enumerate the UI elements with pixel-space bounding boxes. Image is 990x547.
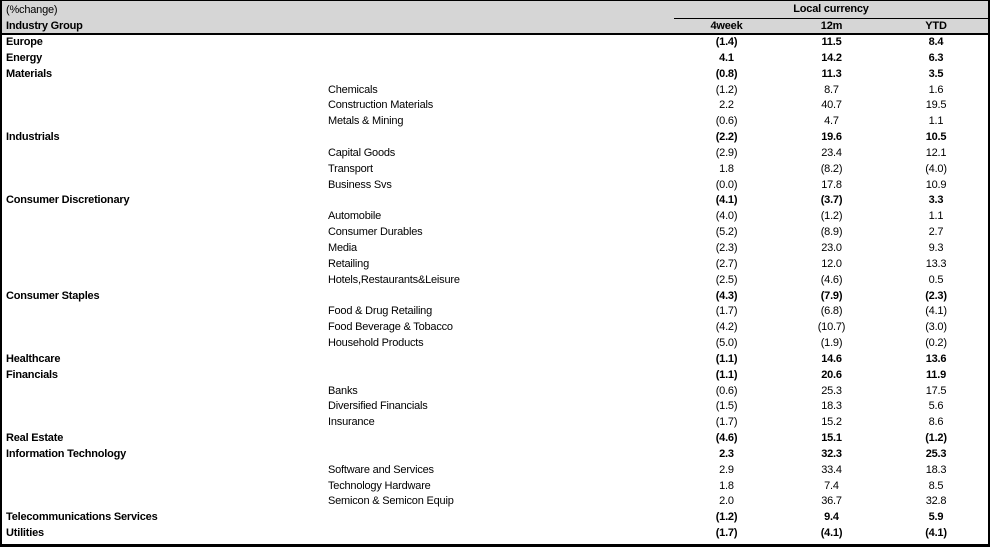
sub-industry-label bbox=[325, 67, 674, 83]
value-4week: (0.6) bbox=[715, 115, 738, 128]
industry-group-label: Telecommunications Services bbox=[6, 511, 158, 524]
value-12m: (10.7) bbox=[817, 321, 846, 334]
value-4week: (1.7) bbox=[715, 305, 738, 318]
industry-group-label bbox=[2, 178, 325, 194]
value-12m: 17.8 bbox=[821, 178, 842, 191]
value-4week: 1.8 bbox=[719, 162, 734, 175]
value-4week: (5.2) bbox=[715, 226, 738, 239]
table-row bbox=[2, 193, 988, 209]
table-row bbox=[2, 304, 988, 320]
value-12m: 11.5 bbox=[821, 36, 842, 48]
industry-group-label bbox=[2, 304, 325, 320]
industry-group-label bbox=[2, 98, 325, 114]
column-header-12m: 12m bbox=[820, 19, 843, 32]
industry-group-label bbox=[2, 241, 325, 257]
industry-group-label bbox=[2, 320, 325, 336]
value-ytd: 19.5 bbox=[925, 99, 947, 112]
table-row bbox=[2, 130, 988, 146]
table-row bbox=[2, 463, 988, 479]
sub-industry-label bbox=[325, 510, 674, 526]
value-4week: 4.1 bbox=[719, 51, 734, 64]
sub-industry-label: Food Beverage & Tobacco bbox=[328, 321, 453, 334]
value-ytd: (4.0) bbox=[925, 162, 947, 175]
sub-industry-label: Automobile bbox=[328, 210, 382, 223]
value-ytd: 0.5 bbox=[928, 273, 944, 286]
value-4week: 2.2 bbox=[719, 99, 734, 112]
value-ytd: 9.3 bbox=[928, 241, 944, 254]
value-4week: (4.0) bbox=[715, 210, 738, 223]
table-row bbox=[2, 34, 988, 51]
industry-group-label: Real Estate bbox=[6, 432, 64, 445]
value-ytd: 13.6 bbox=[925, 352, 947, 365]
value-4week: (4.6) bbox=[715, 432, 738, 445]
sub-industry-label: Banks bbox=[328, 384, 358, 397]
value-ytd: 8.5 bbox=[928, 479, 944, 492]
header-row-currency bbox=[2, 1, 988, 18]
value-ytd: 1.1 bbox=[928, 210, 944, 223]
table-row bbox=[2, 257, 988, 273]
local-currency-header: Local currency bbox=[674, 1, 988, 18]
value-12m: (4.1) bbox=[820, 527, 843, 540]
value-12m: (8.2) bbox=[820, 162, 843, 175]
industry-group-label bbox=[2, 494, 325, 510]
sub-industry-label: Household Products bbox=[328, 337, 424, 350]
percent-change-label: (%change) bbox=[6, 3, 58, 16]
value-ytd: (3.0) bbox=[925, 321, 947, 334]
value-12m: (4.6) bbox=[820, 273, 843, 286]
value-4week: (1.2) bbox=[715, 511, 738, 524]
value-12m: 15.2 bbox=[821, 416, 842, 429]
table-row bbox=[2, 289, 988, 305]
table-row bbox=[2, 273, 988, 289]
value-4week: (2.3) bbox=[715, 241, 738, 254]
table-header bbox=[2, 1, 988, 34]
sub-industry-label: Semicon & Semicon Equip bbox=[328, 495, 454, 508]
sub-industry-label bbox=[325, 34, 674, 51]
value-ytd: 18.3 bbox=[925, 463, 947, 476]
table-row bbox=[2, 225, 988, 241]
value-ytd: (4.1) bbox=[925, 305, 947, 318]
table-row bbox=[2, 368, 988, 384]
value-ytd: 10.9 bbox=[925, 178, 947, 191]
value-12m: 18.3 bbox=[821, 400, 842, 413]
sub-industry-label bbox=[325, 431, 674, 447]
sub-industry-label bbox=[325, 51, 674, 67]
industry-group-label bbox=[2, 209, 325, 225]
industry-group-label bbox=[2, 273, 325, 289]
value-ytd: 12.1 bbox=[925, 146, 947, 159]
value-12m: 4.7 bbox=[824, 115, 839, 128]
sub-industry-label: Insurance bbox=[328, 416, 375, 429]
industry-group-label bbox=[2, 146, 325, 162]
sub-industry-label: Construction Materials bbox=[328, 99, 434, 112]
value-ytd: 10.5 bbox=[925, 131, 947, 144]
value-12m: 14.6 bbox=[821, 352, 842, 365]
value-ytd: 3.5 bbox=[928, 67, 944, 80]
value-4week: (2.7) bbox=[715, 257, 738, 270]
value-4week: (4.1) bbox=[715, 194, 738, 207]
table-row bbox=[2, 320, 988, 336]
value-4week: 2.3 bbox=[719, 447, 734, 460]
sub-industry-label: Business Svs bbox=[328, 178, 392, 191]
table-row bbox=[2, 384, 988, 400]
value-4week: (1.1) bbox=[715, 368, 738, 381]
value-ytd: 1.6 bbox=[928, 83, 944, 96]
value-12m: (1.9) bbox=[820, 337, 843, 350]
industry-group-label: Healthcare bbox=[6, 352, 61, 365]
table-row bbox=[2, 510, 988, 526]
table-row bbox=[2, 162, 988, 178]
sub-industry-label: Capital Goods bbox=[328, 146, 396, 159]
table-row bbox=[2, 415, 988, 431]
value-12m: (6.8) bbox=[820, 305, 843, 318]
table-row bbox=[2, 83, 988, 99]
value-4week: (1.4) bbox=[715, 36, 738, 48]
table-row bbox=[2, 479, 988, 495]
value-4week: (1.1) bbox=[715, 352, 738, 365]
table-row bbox=[2, 67, 988, 83]
value-ytd: (2.3) bbox=[925, 289, 947, 302]
table-row bbox=[2, 526, 988, 542]
value-ytd: (4.1) bbox=[925, 527, 947, 540]
value-12m: 36.7 bbox=[821, 495, 842, 508]
value-12m: 9.4 bbox=[824, 511, 839, 524]
table-row bbox=[2, 146, 988, 162]
value-4week: (0.8) bbox=[715, 67, 738, 80]
sub-industry-label bbox=[325, 526, 674, 542]
value-ytd: 5.9 bbox=[928, 511, 944, 524]
value-4week: (5.0) bbox=[715, 337, 738, 350]
industry-group-label bbox=[2, 83, 325, 99]
table-row bbox=[2, 98, 988, 114]
table-row bbox=[2, 352, 988, 368]
industry-group-label bbox=[2, 479, 325, 495]
sub-industry-label bbox=[325, 352, 674, 368]
table-row bbox=[2, 178, 988, 194]
value-4week: (1.5) bbox=[715, 400, 738, 413]
value-12m: 14.2 bbox=[821, 51, 842, 64]
value-4week: (4.3) bbox=[715, 289, 738, 302]
industry-group-label bbox=[2, 336, 325, 352]
sub-industry-label bbox=[325, 193, 674, 209]
sub-industry-label: Hotels,Restaurants&Leisure bbox=[328, 273, 460, 286]
value-12m: 25.3 bbox=[821, 384, 842, 397]
sub-industry-label: Software and Services bbox=[328, 463, 434, 476]
value-ytd: 17.5 bbox=[925, 384, 947, 397]
sub-industry-label: Technology Hardware bbox=[328, 479, 431, 492]
value-4week: 2.0 bbox=[719, 495, 734, 508]
sub-industry-label: Retailing bbox=[328, 257, 370, 270]
value-4week: (2.2) bbox=[715, 131, 738, 144]
industry-group-label: Energy bbox=[6, 51, 43, 64]
value-ytd: (1.2) bbox=[925, 432, 947, 445]
value-12m: 23.4 bbox=[821, 146, 842, 159]
value-4week: (1.7) bbox=[715, 416, 738, 429]
value-12m: 7.4 bbox=[824, 479, 839, 492]
value-ytd: 2.7 bbox=[928, 226, 944, 239]
industry-group-header: Industry Group bbox=[6, 19, 83, 32]
industry-group-label bbox=[2, 384, 325, 400]
value-ytd: (0.2) bbox=[925, 337, 947, 350]
sub-industry-label: Chemicals bbox=[328, 83, 378, 96]
sub-industry-label: Diversified Financials bbox=[328, 400, 428, 413]
value-12m: 15.1 bbox=[821, 432, 842, 445]
value-12m: 23.0 bbox=[821, 241, 842, 254]
value-12m: 20.6 bbox=[821, 368, 842, 381]
value-4week: 2.9 bbox=[719, 463, 734, 476]
industry-group-label bbox=[2, 225, 325, 241]
value-4week: (4.2) bbox=[715, 321, 738, 334]
industry-group-label bbox=[2, 257, 325, 273]
industry-group-label bbox=[2, 415, 325, 431]
value-4week: (1.7) bbox=[715, 527, 738, 540]
table-row bbox=[2, 399, 988, 415]
value-4week: (0.0) bbox=[715, 178, 738, 191]
value-12m: (8.9) bbox=[820, 226, 843, 239]
industry-group-label: Consumer Staples bbox=[6, 289, 100, 302]
sub-industry-label: Media bbox=[328, 241, 357, 254]
table-row bbox=[2, 447, 988, 463]
table-row bbox=[2, 241, 988, 257]
table-row bbox=[2, 431, 988, 447]
value-ytd: 3.3 bbox=[928, 194, 944, 207]
table-row bbox=[2, 494, 988, 510]
table-body bbox=[2, 34, 988, 542]
industry-group-label bbox=[2, 162, 325, 178]
sub-industry-label: Consumer Durables bbox=[328, 226, 423, 239]
value-12m: 8.7 bbox=[824, 83, 839, 96]
value-4week: (2.9) bbox=[715, 146, 738, 159]
industry-group-label bbox=[2, 114, 325, 130]
sub-industry-label bbox=[325, 368, 674, 384]
column-header-4week: 4week bbox=[710, 19, 743, 32]
industry-group-label: Consumer Discretionary bbox=[6, 194, 130, 207]
value-ytd: 5.6 bbox=[928, 400, 944, 413]
value-ytd: 8.4 bbox=[928, 36, 944, 48]
sub-industry-label bbox=[325, 289, 674, 305]
value-ytd: 32.8 bbox=[925, 495, 947, 508]
industry-group-label: Europe bbox=[6, 36, 43, 48]
value-12m: (3.7) bbox=[820, 194, 843, 207]
table-row bbox=[2, 114, 988, 130]
sub-industry-label: Transport bbox=[328, 162, 373, 175]
industry-group-label: Industrials bbox=[6, 131, 60, 144]
industry-group-label: Materials bbox=[6, 67, 52, 80]
value-12m: (7.9) bbox=[820, 289, 843, 302]
value-ytd: 8.6 bbox=[928, 416, 944, 429]
value-4week: 1.8 bbox=[719, 479, 734, 492]
industry-group-label bbox=[2, 463, 325, 479]
value-12m: 19.6 bbox=[821, 131, 842, 144]
sub-industry-label: Metals & Mining bbox=[328, 115, 404, 128]
industry-group-label bbox=[2, 399, 325, 415]
industry-performance-table bbox=[2, 1, 988, 542]
table-row bbox=[2, 209, 988, 225]
column-header-ytd: YTD bbox=[925, 19, 947, 32]
table-row bbox=[2, 51, 988, 67]
value-12m: 40.7 bbox=[821, 99, 842, 112]
industry-group-label: Information Technology bbox=[6, 447, 127, 460]
value-4week: (0.6) bbox=[715, 384, 738, 397]
header-row-columns bbox=[2, 18, 988, 34]
value-ytd: 6.3 bbox=[928, 51, 944, 64]
value-12m: 12.0 bbox=[821, 257, 842, 270]
value-12m: 11.3 bbox=[821, 67, 842, 80]
value-ytd: 11.9 bbox=[925, 368, 946, 381]
sub-industry-label: Food & Drug Retailing bbox=[328, 305, 433, 318]
sub-industry-label bbox=[325, 447, 674, 463]
industry-group-label: Utilities bbox=[6, 527, 44, 540]
sub-industry-label bbox=[325, 130, 674, 146]
industry-group-label: Financials bbox=[6, 368, 58, 381]
value-4week: (2.5) bbox=[715, 273, 738, 286]
value-12m: (1.2) bbox=[820, 210, 843, 223]
value-12m: 33.4 bbox=[821, 463, 842, 476]
value-4week: (1.2) bbox=[715, 83, 738, 96]
value-ytd: 13.3 bbox=[925, 257, 947, 270]
value-ytd: 25.3 bbox=[925, 447, 947, 460]
value-12m: 32.3 bbox=[821, 447, 842, 460]
value-ytd: 1.1 bbox=[928, 115, 944, 128]
table-row bbox=[2, 336, 988, 352]
